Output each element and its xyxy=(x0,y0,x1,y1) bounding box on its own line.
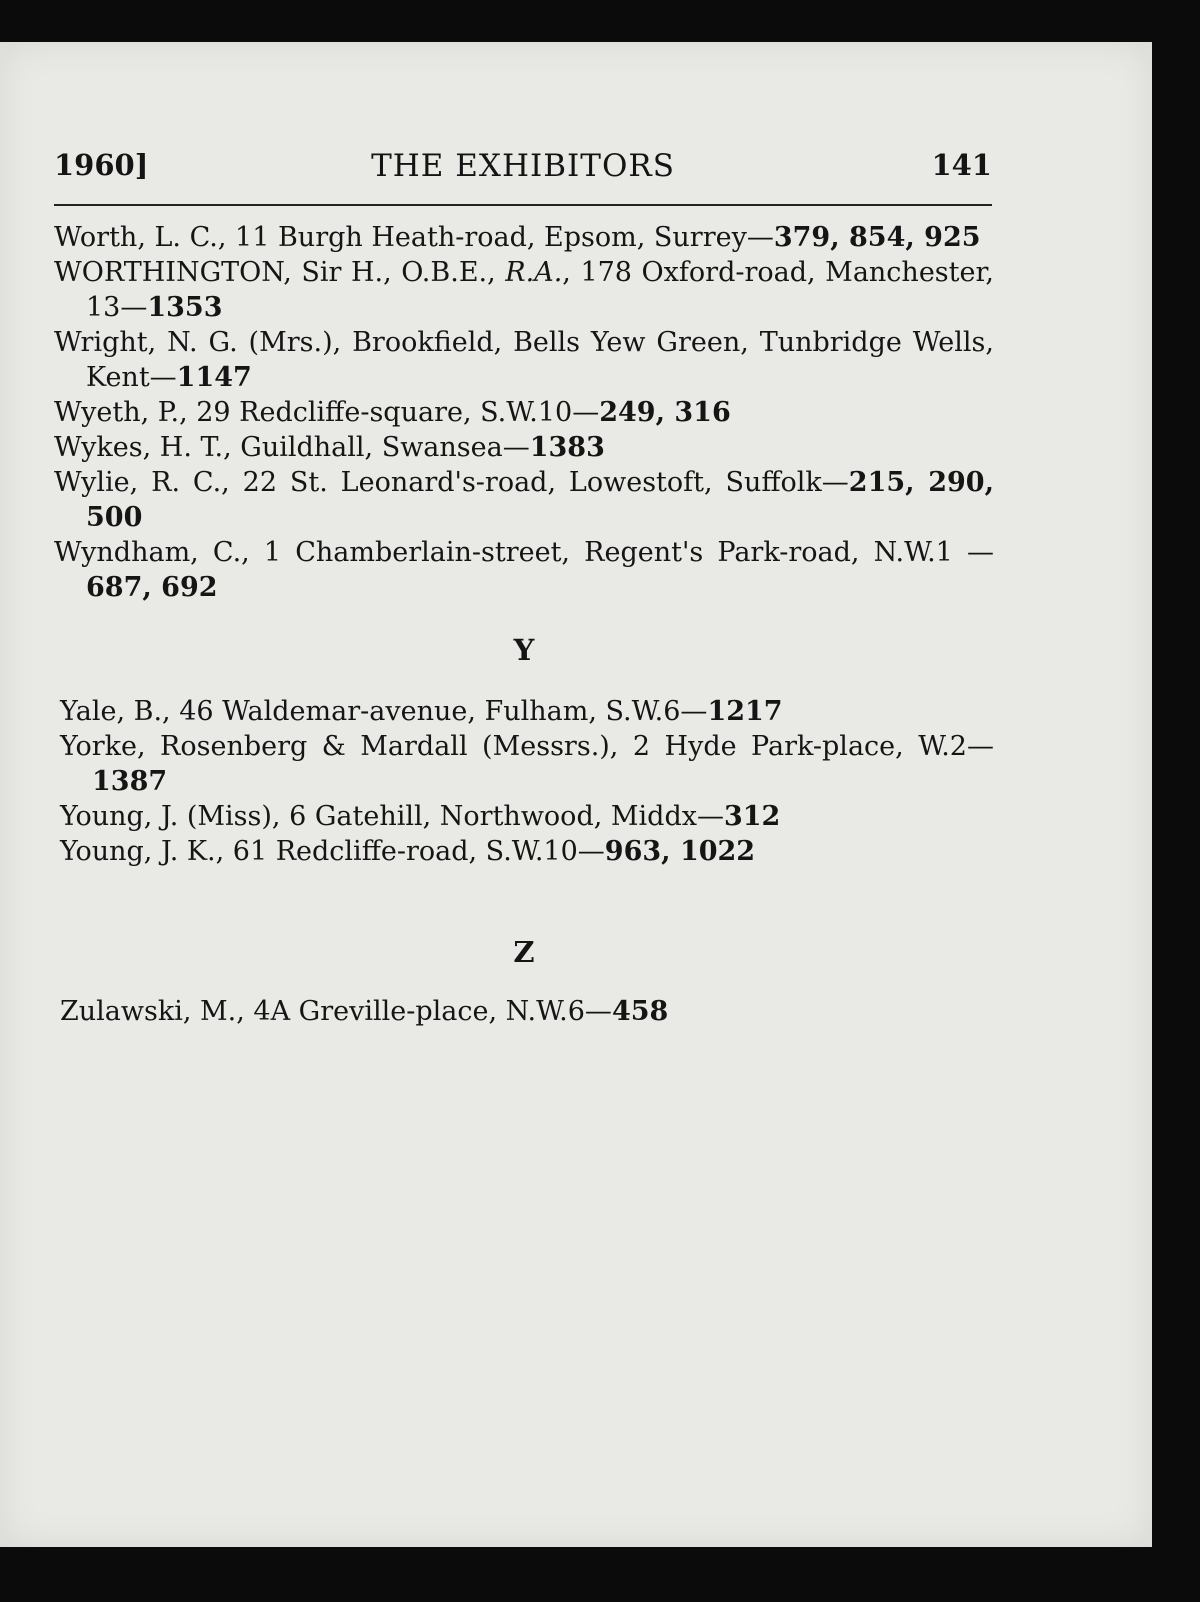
list-item xyxy=(54,535,994,605)
entry-numbers: 458 xyxy=(611,996,669,1027)
entry-numbers: 963, 1022 xyxy=(604,836,756,867)
entry-text: WORTHINGTON, Sir H., O.B.E., xyxy=(54,257,506,288)
entry-text: Yale, B., 46 Waldemar-avenue, Fulham, S.W.6— xyxy=(60,696,708,727)
list-item xyxy=(54,255,994,325)
list-item xyxy=(54,430,994,465)
entry-numbers: 687, 692 xyxy=(86,572,218,603)
entry-numbers: 1217 xyxy=(707,696,783,727)
list-item xyxy=(60,729,994,799)
header-rule xyxy=(54,204,992,206)
list-item xyxy=(54,465,994,535)
entry-text: Wright, N. G. (Mrs.), Brookfield, Bells Yew Green, Tunbridge Wells, Kent— xyxy=(54,327,994,393)
entry-numbers: 249, 316 xyxy=(599,397,731,428)
list-item xyxy=(60,694,994,729)
entry-text: Wyndham, C., 1 Chamberlain-street, Regent's Park-road, N.W.1 — xyxy=(54,537,994,568)
entry-text: Wylie, R. C., 22 St. Leonard's-road, Lowestoft, Suffolk— xyxy=(54,467,849,498)
header-year: 1960] xyxy=(54,148,149,182)
entry-numbers: 1387 xyxy=(92,766,168,797)
list-item xyxy=(60,834,994,869)
list-item xyxy=(54,220,994,255)
exhibitor-list xyxy=(54,220,994,1029)
entry-text: Zulawski, M., 4A Greville-place, N.W.6— xyxy=(60,996,612,1027)
page-number: 141 xyxy=(931,148,992,182)
running-head xyxy=(54,148,992,188)
list-item xyxy=(60,799,994,834)
section-y-entries xyxy=(54,694,994,869)
list-item xyxy=(54,395,994,430)
entry-numbers: 1353 xyxy=(147,292,223,323)
entry-numbers: 215, 290, 500 xyxy=(86,467,994,533)
entry-text: Young, J. (Miss), 6 Gatehill, Northwood, Middx— xyxy=(60,801,724,832)
section-heading-y: Y xyxy=(513,633,535,667)
list-item xyxy=(60,994,994,1029)
entry-text: Wykes, H. T., Guildhall, Swansea— xyxy=(54,432,530,463)
entry-numbers: 312 xyxy=(723,801,781,832)
entry-text: Wyeth, P., 29 Redcliffe-square, S.W.10— xyxy=(54,397,600,428)
section-heading-z: Z xyxy=(513,935,535,969)
entry-honour: R.A. xyxy=(505,257,563,288)
entry-numbers: 379, 854, 925 xyxy=(773,222,981,253)
entry-text: Young, J. K., 61 Redcliffe-road, S.W.10— xyxy=(60,836,605,867)
entry-text: Yorke, Rosenberg & Mardall (Messrs.), 2 Hyde Park-place, W.2— xyxy=(60,731,994,762)
entry-text: Worth, L. C., 11 Burgh Heath-road, Epsom, Surrey— xyxy=(54,222,774,253)
section-z-entries xyxy=(54,994,994,1029)
entry-numbers: 1147 xyxy=(176,362,252,393)
entry-text: , 178 Oxford-road, Manchester, 13— xyxy=(86,257,995,323)
entry-numbers: 1383 xyxy=(529,432,605,463)
page-title: THE EXHIBITORS xyxy=(371,148,675,184)
list-item xyxy=(54,325,994,395)
